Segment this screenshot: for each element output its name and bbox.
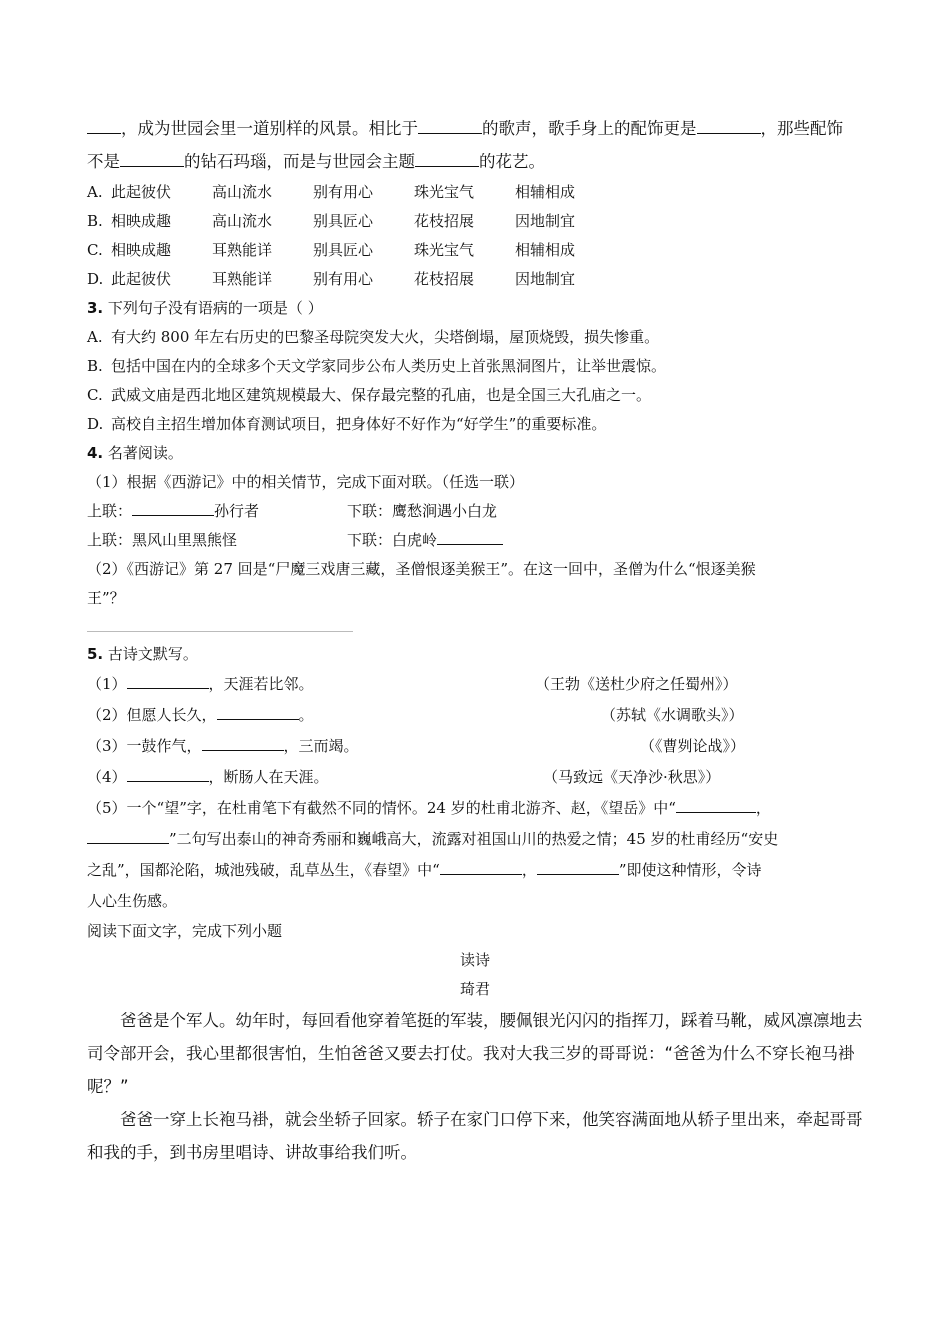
q2-option-b[interactable]: B. 相映成趣 高山流水 别具匠心 花枝招展 因地制宜: [87, 212, 576, 230]
q3-options: [87, 323, 863, 439]
blank[interactable]: [697, 117, 761, 135]
answer-line[interactable]: [87, 613, 353, 632]
poem-blank[interactable]: [217, 704, 299, 720]
q4-couplet1: 上联： 孙行者 下联：鹰愁涧遇小白龙: [87, 502, 498, 520]
q5-item-4: （4） ，断肠人在天涯。 （马致远《天净沙·秋思》）: [87, 768, 721, 786]
q4-couplet2: 上联：黑风山里黑熊怪 下联：白虎岭: [87, 526, 863, 555]
q4-sub2-line2: 王”？: [87, 589, 125, 607]
q2-stem-line1: ，成为世园会里一道别样的风景。相比于 的歌声，歌手身上的配饰更是 ，那些配饰: [87, 112, 863, 145]
poem-blank[interactable]: [127, 673, 209, 689]
passage-paragraph-2: 爸爸一穿上长袍马褂，就会坐轿子回家。轿子在家门口停下来，他笑容满面地从轿子里出来，牵起哥哥和我的手，到书房里唱诗、讲故事给我们听。: [87, 1110, 863, 1162]
q2-options: [87, 178, 863, 294]
q2-option-d[interactable]: D. 此起彼伏 耳熟能详 别有用心 花枝招展 因地制宜: [87, 270, 576, 288]
blank[interactable]: [87, 117, 121, 135]
q4-sub2-line1: （2）《西游记》第 27 回是“尸魔三戏唐三藏，圣僧恨逐美猴王”。在这一回中，圣僧为什么“恨逐美猴: [87, 560, 756, 578]
blank[interactable]: [120, 150, 184, 168]
q4-stem: 4. 名著阅读。: [87, 444, 183, 462]
poem-blank[interactable]: [202, 735, 284, 751]
q5-item-5-line4: 人心生伤感。: [87, 892, 178, 910]
q4-sub1: （1）根据《西游记》中的相关情节，完成下面对联。（任选一联）: [87, 473, 525, 491]
q5-item-2: （2）但愿人长久， 。 （苏轼《水调歌头》）: [87, 706, 744, 724]
q5-item-5-line2: ”二句写出泰山的神奇秀丽和巍峨高大，流露对祖国山川的热爱之情；45 岁的杜甫经历“安史: [87, 824, 863, 855]
q2-option-a[interactable]: A. 此起彼伏 高山流水 别有用心 珠光宝气 相辅相成: [87, 183, 576, 201]
poem-blank[interactable]: [440, 859, 522, 875]
q3-option-b[interactable]: B. 包括中国在内的全球多个天文学家同步公布人类历史上首张黑洞图片，让举世震惊。: [87, 357, 667, 375]
q3-option-a[interactable]: A. 有大约 800 年左右历史的巴黎圣母院突发大火，尖塔倒塌，屋顶烧毁，损失惨重。: [87, 328, 660, 346]
poem-blank[interactable]: [537, 859, 619, 875]
q5-item-3: （3）一鼓作气， ，三而竭。 （《曹刿论战》）: [87, 737, 746, 755]
reading-intro: 阅读下面文字，完成下列小题: [87, 922, 283, 940]
poem-blank[interactable]: [87, 828, 169, 844]
q5-item-1: （1） ，天涯若比邻。 （王勃《送杜少府之任蜀州》）: [87, 675, 738, 693]
q2-stem-line2: 不是 的钻石玛瑙，而是与世园会主题 的花艺。: [87, 145, 863, 178]
q5-item-5-line1: （5）一个“望”字，在杜甫笔下有截然不同的情怀。24 岁的杜甫北游齐、赵，《望岳》中“ ，: [87, 799, 771, 817]
couplet-blank[interactable]: [132, 500, 214, 516]
q3-option-d[interactable]: D. 高校自主招生增加体育测试项目，把身体好不好作为“好学生”的重要标准。: [87, 415, 607, 433]
passage-author: 琦君: [459, 980, 490, 998]
q3-stem: 3. 下列句子没有语病的一项是（ ）: [87, 299, 323, 317]
couplet-blank[interactable]: [437, 529, 503, 545]
q2-option-c[interactable]: C. 相映成趣 耳熟能详 别具匠心 珠光宝气 相辅相成: [87, 241, 576, 259]
poem-blank[interactable]: [127, 766, 209, 782]
q5-item-5-line3: 之乱”，国都沦陷，城池残破，乱草丛生，《春望》中“ ， ”即使这种情形，令诗: [87, 861, 762, 879]
q3-option-c[interactable]: C. 武威文庙是西北地区建筑规模最大、保存最完整的孔庙，也是全国三大孔庙之一。: [87, 386, 652, 404]
q5-stem: 5. 古诗文默写。: [87, 645, 198, 663]
blank[interactable]: [415, 150, 479, 168]
poem-blank[interactable]: [676, 797, 756, 813]
passage-title: 读诗: [459, 951, 490, 969]
passage-paragraph-1: 爸爸是个军人。幼年时，每回看他穿着笔挺的军装，腰佩银光闪闪的指挥刀，踩着马靴，威风凛凛地去司令部开会，我心里都很害怕，生怕爸爸又要去打仗。我对大我三岁的哥哥说：“爸爸为什么不穿长袍马褂呢？”: [87, 1011, 863, 1096]
blank[interactable]: [418, 117, 482, 135]
